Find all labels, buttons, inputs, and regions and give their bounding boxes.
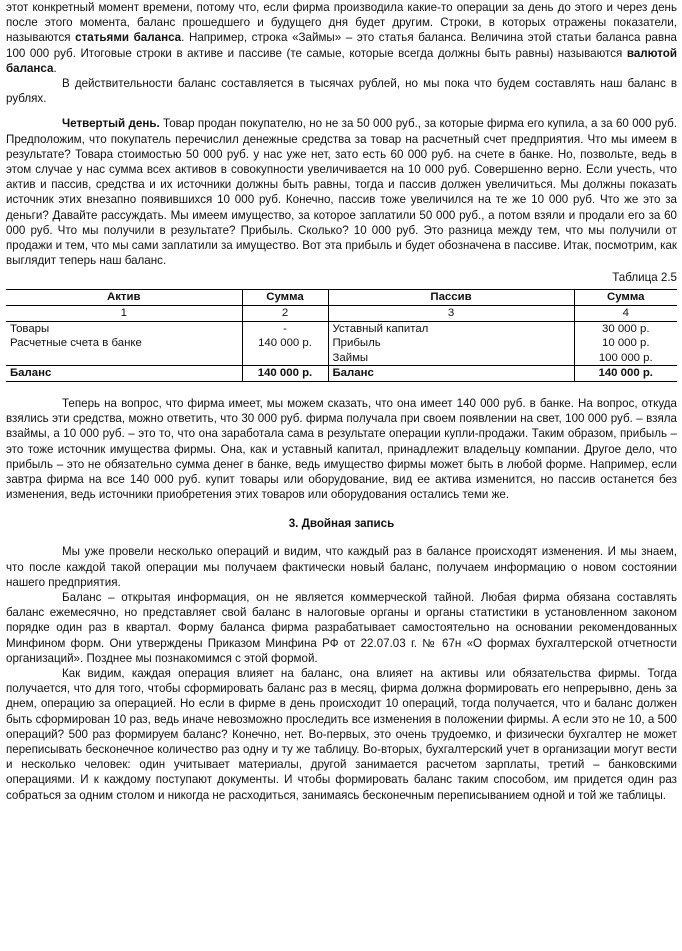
liability-name: Прибыль — [328, 336, 574, 351]
column-number: 4 — [574, 306, 677, 322]
paragraph-fourth-day — [6, 116, 677, 268]
paragraph-operations: Мы уже провели несколько операций и видим, что каждый раз в балансе происходят изменения. И мы знаем, что после каждой такой операции мы получаем фактически новый баланс, получаем информацию о новом состоянии нашего предприятия. — [6, 545, 677, 589]
asset-name: Расчетные счета в банке — [6, 336, 242, 351]
header-assets: Актив — [6, 290, 242, 306]
paragraph-open-info: Баланс – открытая информация, он не является коммерческой тайной. Любая фирма обязана составлять баланс ежемесячно, но представляет свой баланс в налоговые органы и органы статистики в установленном законом порядке один раз в квартал. Форму баланса фирма разрабатывает самостоятельно на основании рекомендованных Минфином форм. Они утверждены Приказом Минфина РФ от 22.07.03 г. № 67н «О формах бухгалтерской отчетности организаций». Позднее мы познакомимся с этой формой. — [6, 591, 677, 665]
asset-sum — [242, 351, 328, 366]
paragraph-answer: Теперь на вопрос, что фирма имеет, мы можем сказать, что она имеет 140 000 руб. в банке. На вопрос, откуда взялись эти средства, можно ответить, что 30 000 руб. фирма получала при своем появлении на свет, 100 000 руб. – взяла взаймы, а 10 000 руб. – это то, что она заработала сама в результате операции купли-продажи. Таким образом, прибыль – это тоже источник имущества фирмы. Она, как и уставный капитал, принадлежит владельцу компании. Другое дело, что прибыль – это не обязательно сумма денег в банке, ведь имущество фирмы может быть в любой форме. Например, если завтра фирма на все 140 000 руб. купит товары или оборудование, вид ее актива изменится, но пассив останется без изменения, ведь источники приобретения этих товаров или оборудования остались теми же. — [6, 397, 677, 502]
text: . Например, строка «Займы» – это статья баланса. Величина этой статьи баланса равна 100 000 руб. Итоговые строки в активе и пассиве (те самые, которые всегда должны быть равны) называются — [6, 31, 677, 60]
liability-name: Уставный капитал — [328, 321, 574, 336]
balance-table — [6, 289, 677, 382]
header-sum: Сумма — [574, 290, 677, 306]
liability-sum: 10 000 р. — [601, 337, 650, 350]
total-sum: 140 000 р. — [242, 366, 328, 382]
paragraph-each-operation: Как видим, каждая операция влияет на баланс, она влияет на активы или обязательства фирмы. Тогда получается, что для того, чтобы сформировать баланс раз в месяц, фирма должна формировать его непрерывно, день за днем, операцию за операцией. Но если в фирме в день происходит 10 операций, тогда получается, что и баланс должен быть сформирован 10 раз, ведь иначе невозможно проследить все изменения в положении фирмы. А если это не 10, а 500 операций? 500 раз формируем баланс? Конечно, нет. Во-первых, это очень трудоемко, и физически бухгалтер не может переписывать бесконечное количество раз одну и ту же таблицу. Во-вторых, бухгалтерский учет в организации могут вести и несколько человек: один учитывает материалы, другой занимается расчетом зарплаты, третий – банковскими операциями. И к каждому поступают документы. И чтобы формировать баланс таким способом, им придется один раз собраться за одним столом и никогда не расходиться, занимаясь бесконечным переписыванием одной и той же таблицы. — [6, 667, 677, 802]
fourth-day-lead: Четвертый день. — [62, 117, 160, 131]
table-header-row — [6, 290, 677, 306]
column-number: 2 — [242, 306, 328, 322]
asset-sum: - — [242, 321, 328, 336]
paragraph-balance-items — [6, 0, 677, 76]
liability-name: Займы — [328, 351, 574, 366]
table-row — [6, 351, 677, 366]
table-total-row — [6, 366, 677, 382]
text: Товар продан покупателю, но не за 50 000 руб., за которые фирма его купила, а за 60 000 руб. Предположим, что покупатель перечислил денежные средства за товар на расчетный счет предприятия. Что мы имеем в результате? Товара стоимостью 50 000 руб. у нас уже нет, зато есть 60 000 руб. на счете в банке. Но, позвольте, ведь в этом случае у нас сумма всех активов в совокупности увеличивается на 10 000 руб. Совершенно верно. Если учесть, что актив и пассив, средства и их источники должны быть равны, тогда и пассив должен увеличиться. Мы должны показать источник этих внезапно появившихся 10 000 руб. Конечно, пассив тоже увеличился на те же 10 000 руб. Что же это за деньги? Давайте рассуждать. Мы имеем имущество, за которое заплатили 50 000 руб., а потом взяли и продали его за 60 000 руб. Что мы получили в результате? Прибыль. Сколько? 10 000 руб. Это разница между тем, что мы получили от продажи и тем, что мы сами заплатили за имущество. Вот эта прибыль и будет обозначена в пассиве. Итак, посмотрим, как выглядит теперь наш баланс. — [6, 117, 677, 268]
total-label: Баланс — [328, 366, 574, 382]
column-number: 3 — [328, 306, 574, 322]
text: . — [53, 61, 57, 75]
term-balance-items: статьями баланса — [75, 31, 182, 45]
table-caption: Таблица 2.5 — [612, 271, 677, 285]
column-number: 1 — [6, 306, 242, 322]
header-liabilities: Пассив — [328, 290, 574, 306]
total-sum: 140 000 р. — [574, 366, 677, 382]
paragraph-thousands: В действительности баланс составляется в тысячах рублей, но мы пока что будем составлять наш баланс в рублях. — [6, 77, 677, 106]
liability-sum: 100 000 р. — [598, 351, 653, 364]
table-number-row — [6, 306, 677, 322]
text: этот конкретный момент времени, потому что, если фирма производила какие-то операции за день до этого и через день после этого момента, баланс прошедшего и будущего дня будет другим. Строки, в которых отражены показатели, называются — [6, 1, 677, 45]
total-label: Баланс — [6, 366, 242, 382]
table-row — [6, 321, 677, 336]
section-title: 3. Двойная запись — [288, 517, 395, 531]
header-sum: Сумма — [242, 290, 328, 306]
asset-name — [6, 351, 242, 366]
table-row — [6, 336, 677, 351]
liability-sum: 30 000 р. — [601, 322, 650, 335]
term-balance-currency: валютой баланса — [6, 46, 677, 75]
asset-name: Товары — [6, 321, 242, 336]
asset-sum: 140 000 р. — [242, 336, 328, 351]
document-page — [6, 0, 677, 803]
